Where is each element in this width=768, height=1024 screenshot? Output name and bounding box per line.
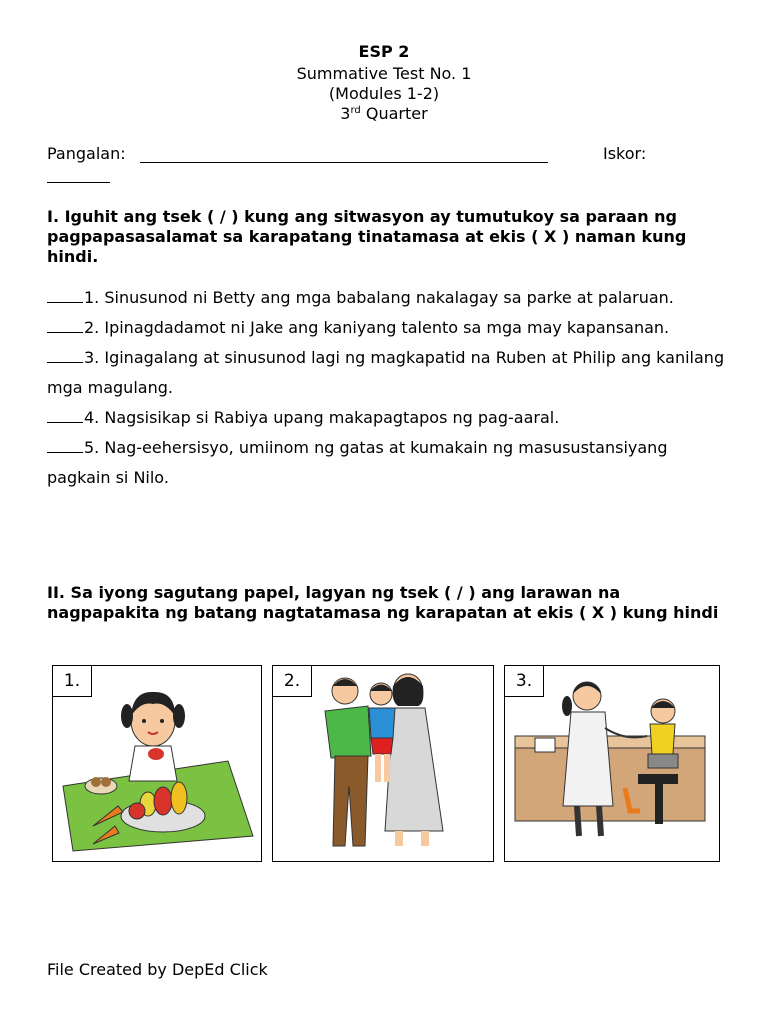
list-item <box>47 403 727 433</box>
picture-2-family-hug <box>272 665 494 862</box>
list-item <box>47 343 727 403</box>
section-1-instruction: I. Iguhit ang tsek ( / ) kung ang sitwasyon ay tumutukoy sa paraan ng pagpapasasalamat sa karapatang tinatamasa at ekis ( X ) naman kung hindi. <box>47 207 687 266</box>
picture-number: 1. <box>53 666 92 697</box>
item-text: 3. Iginagalang at sinusunod lagi ng magkapatid na Ruben at Philip ang kanilang mga magulang. <box>47 348 725 397</box>
item-text: 5. Nag-eehersisyo, umiinom ng gatas at kumakain ng masusustansiyang pagkain si Nilo. <box>47 438 668 487</box>
item-text: 2. Ipinagdadamot ni Jake ang kaniyang talento sa mga may kapansanan. <box>84 318 670 337</box>
picture-1-girl-eating-fruit <box>52 665 262 862</box>
list-item <box>47 283 727 313</box>
quarter-superscript: rd <box>350 105 361 116</box>
name-label: Pangalan: <box>47 144 126 163</box>
answer-blank[interactable] <box>47 408 83 423</box>
item-text: 4. Nagsisikap si Rabiya upang makapagtapos ng pag-aaral. <box>84 408 560 427</box>
picture-3-doctor-checkup <box>504 665 720 862</box>
score-blank[interactable] <box>47 182 110 183</box>
section-1-items <box>47 283 727 493</box>
test-subtitle: Summative Test No. 1 <box>296 64 472 83</box>
test-title: ESP 2 <box>358 42 410 61</box>
score-label: Iskor: <box>603 144 647 163</box>
footer-credit: File Created by DepEd Click <box>47 960 268 979</box>
quarter-label: Quarter <box>360 104 428 123</box>
list-item <box>47 433 727 493</box>
answer-blank[interactable] <box>47 438 83 453</box>
answer-blank[interactable] <box>47 318 83 333</box>
answer-blank[interactable] <box>47 288 83 303</box>
name-row <box>47 144 727 163</box>
answer-blank[interactable] <box>47 348 83 363</box>
picture-row <box>0 665 768 865</box>
test-quarter <box>0 104 768 123</box>
section-2-instruction: II. Sa iyong sagutang papel, lagyan ng tsek ( / ) ang larawan na nagpapakita ng batang nagtatamasa ng karapatan at ekis ( X ) kung hindi <box>47 583 719 622</box>
list-item <box>47 313 727 343</box>
picture-number: 2. <box>273 666 312 697</box>
item-text: 1. Sinusunod ni Betty ang mga babalang nakalagay sa parke at palaruan. <box>84 288 674 307</box>
name-blank[interactable] <box>140 162 548 163</box>
picture-number: 3. <box>505 666 544 697</box>
quarter-number: 3 <box>340 104 351 123</box>
test-modules: (Modules 1-2) <box>328 84 440 103</box>
